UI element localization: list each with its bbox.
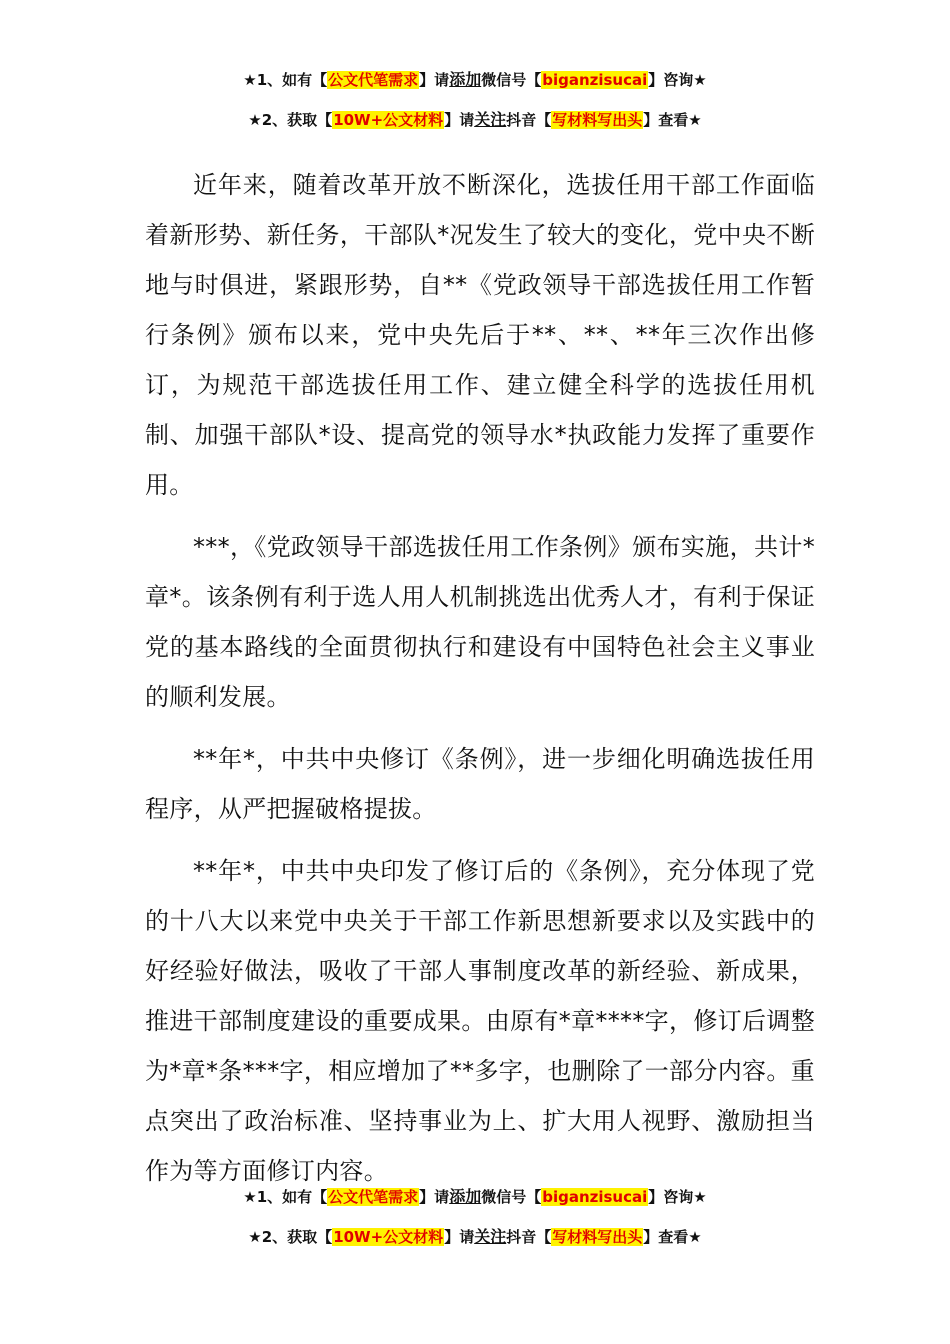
footer-banner-line-2 — [0, 1227, 950, 1247]
header-banner-line-1 — [0, 70, 950, 90]
banner-prefix: ★2、获取【 — [248, 111, 333, 129]
document-body — [145, 160, 815, 1208]
banner-text: 抖音【 — [506, 111, 552, 129]
banner-text: 】请 — [444, 111, 475, 129]
banner-highlight-materials: 10W+公文材料 — [333, 1228, 444, 1246]
banner-suffix: 】查看★ — [643, 1228, 702, 1246]
banner-underline-add: 添加 — [449, 70, 482, 89]
footer-banner-line-1 — [0, 1187, 950, 1207]
banner-highlight-wechat-id: biganzisucai — [542, 71, 648, 89]
banner-text: 】请 — [419, 71, 450, 89]
banner-text: 微信号【 — [481, 71, 542, 89]
banner-highlight-douyin-id: 写材料写出头 — [552, 111, 643, 129]
banner-text: 】请 — [419, 1188, 450, 1206]
banner-underline-follow: 关注 — [474, 110, 507, 129]
banner-underline-add: 添加 — [449, 1187, 482, 1206]
banner-prefix: ★2、获取【 — [248, 1228, 333, 1246]
paragraph-4: **年*，中共中央印发了修订后的《条例》，充分体现了党的十八大以来党中央关于干部工作新思想新要求以及实践中的好经验好做法，吸收了干部人事制度改革的新经验、新成果，推进干部制度建设的重要成果。由原有*章****字，修订后调整为*章*条***字，相应增加了**多字，也删除了一部分内容。重点突出了政治标准、坚持事业为上、扩大用人视野、激励担当作为等方面修订内容。 — [145, 857, 815, 1185]
banner-text: 抖音【 — [506, 1228, 552, 1246]
banner-highlight-materials: 10W+公文材料 — [333, 111, 444, 129]
banner-prefix: ★1、如有【 — [243, 1188, 328, 1206]
banner-suffix: 】咨询★ — [648, 1188, 707, 1206]
paragraph-1: 近年来，随着改革开放不断深化，选拔任用干部工作面临着新形势、新任务，干部队*况发生了较大的变化，党中央不断地与时俱进，紧跟形势，自**《党政领导干部选拔任用工作暂行条例》颁布以来，党中央先后于**、**、**年三次作出修订，为规范干部选拔任用工作、建立健全科学的选拔任用机制、加强干部队*设、提高党的领导水*执政能力发挥了重要作用。 — [145, 171, 815, 499]
banner-underline-follow: 关注 — [474, 1227, 507, 1246]
paragraph-3: **年*，中共中央修订《条例》，进一步细化明确选拔任用程序，从严把握破格提拔。 — [145, 745, 815, 823]
banner-highlight-service: 公文代笔需求 — [328, 1188, 419, 1206]
banner-highlight-douyin-id: 写材料写出头 — [552, 1228, 643, 1246]
banner-highlight-service: 公文代笔需求 — [328, 71, 419, 89]
banner-highlight-wechat-id: biganzisucai — [542, 1188, 648, 1206]
banner-suffix: 】查看★ — [643, 111, 702, 129]
banner-suffix: 】咨询★ — [648, 71, 707, 89]
paragraph-2: ***，《党政领导干部选拔任用工作条例》颁布实施，共计*章*。该条例有利于选人用人机制挑选出优秀人才，有利于保证党的基本路线的全面贯彻执行和建设有中国特色社会主义事业的顺利发展。 — [145, 533, 815, 711]
banner-text: 微信号【 — [481, 1188, 542, 1206]
header-banner-line-2 — [0, 110, 950, 130]
banner-text: 】请 — [444, 1228, 475, 1246]
banner-prefix: ★1、如有【 — [243, 71, 328, 89]
